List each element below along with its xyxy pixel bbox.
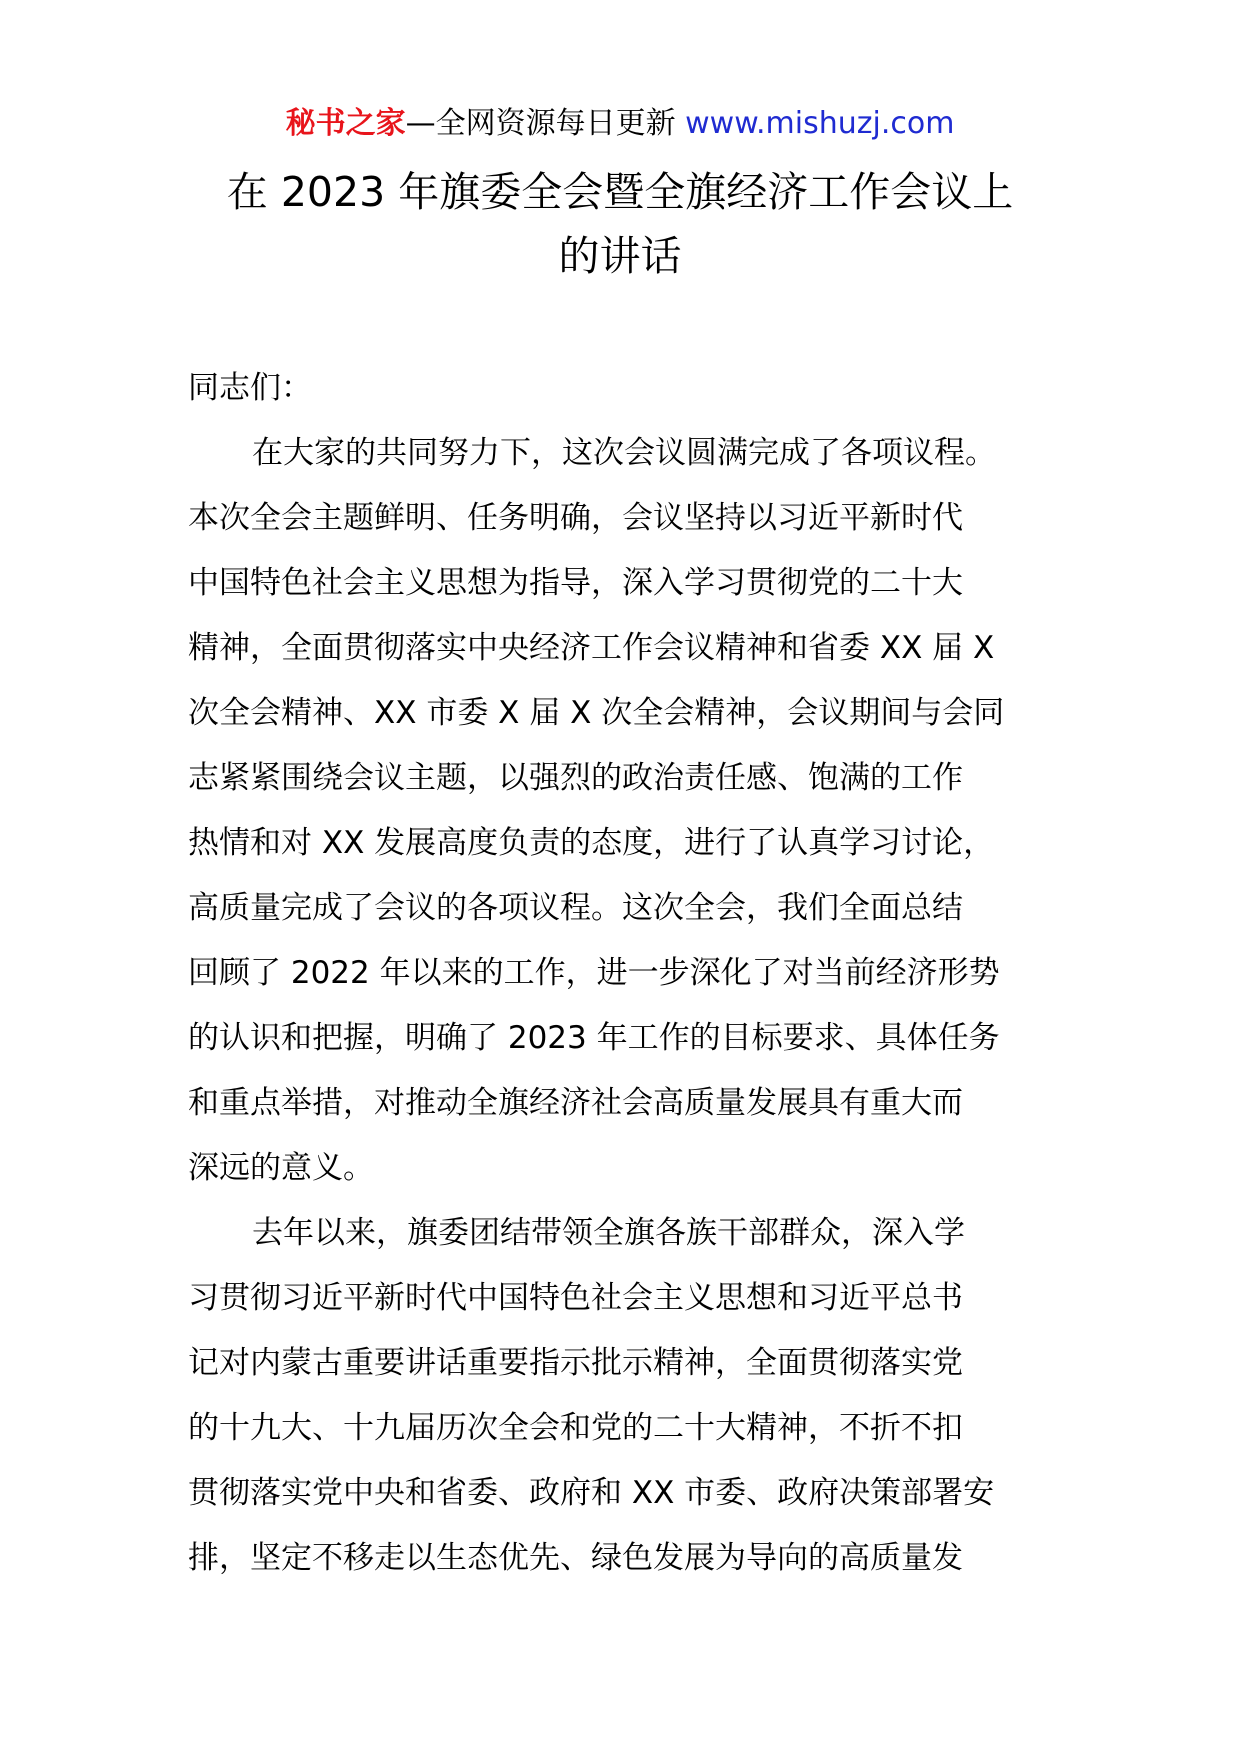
paragraph-1	[188, 421, 1068, 1201]
title-line-2: 的讲话	[558, 232, 682, 280]
paragraph-line: 中国特色社会主义思想为指导，深入学习贯彻党的二十大	[188, 565, 963, 601]
paragraph-line: 在大家的共同努力下，这次会议圆满完成了各项议程。	[252, 435, 996, 471]
paragraph-line: 回顾了 2022 年以来的工作，进一步深化了对当前经济形势	[188, 955, 1000, 991]
header-dash: —	[405, 106, 436, 141]
paragraph-line: 去年以来，旗委团结带领全旗各族干部群众，深入学	[252, 1215, 965, 1251]
document-body	[188, 356, 1068, 1591]
paragraph-line: 的认识和把握，明确了 2023 年工作的目标要求、具体任务	[188, 1020, 1000, 1056]
paragraph-line: 志紧紧围绕会议主题，以强烈的政治责任感、饱满的工作	[188, 760, 963, 796]
paragraph-line: 和重点举措，对推动全旗经济社会高质量发展具有重大而	[188, 1085, 963, 1121]
salutation: 同志们：	[188, 370, 312, 406]
title-line-1: 在 2023 年旗委全会暨全旗经济工作会议上	[226, 168, 1014, 216]
paragraph-line: 次全会精神、XX 市委 X 届 X 次全会精神，会议期间与会同	[188, 695, 1005, 731]
paragraph-line: 记对内蒙古重要讲话重要指示批示精神，全面贯彻落实党	[188, 1345, 963, 1381]
site-header	[0, 102, 1240, 146]
paragraph-line: 排，坚定不移走以生态优先、绿色发展为导向的高质量发	[188, 1540, 963, 1576]
paragraph-line: 贯彻落实党中央和省委、政府和 XX 市委、政府决策部署安	[188, 1475, 995, 1511]
paragraph-line: 高质量完成了会议的各项议程。这次全会，我们全面总结	[188, 890, 963, 926]
site-brand: 秘书之家	[285, 106, 406, 141]
paragraph-line: 热情和对 XX 发展高度负责的态度，进行了认真学习讨论，	[188, 825, 995, 861]
paragraph-line: 本次全会主题鲜明、任务明确，会议坚持以习近平新时代	[188, 500, 963, 536]
paragraph-line: 深远的意义。	[188, 1150, 374, 1186]
paragraph-line: 精神，全面贯彻落实中央经济工作会议精神和省委 XX 届 X	[188, 630, 995, 666]
site-tagline: 全网资源每日更新	[435, 106, 676, 141]
paragraph-line: 习贯彻习近平新时代中国特色社会主义思想和习近平总书	[188, 1280, 963, 1316]
paragraph-line: 的十九大、十九届历次全会和党的二十大精神，不折不扣	[188, 1410, 963, 1446]
paragraph-2	[188, 1201, 1068, 1591]
document-title	[150, 160, 1090, 288]
site-url-link[interactable]: www.mishuzj.com	[685, 106, 955, 141]
